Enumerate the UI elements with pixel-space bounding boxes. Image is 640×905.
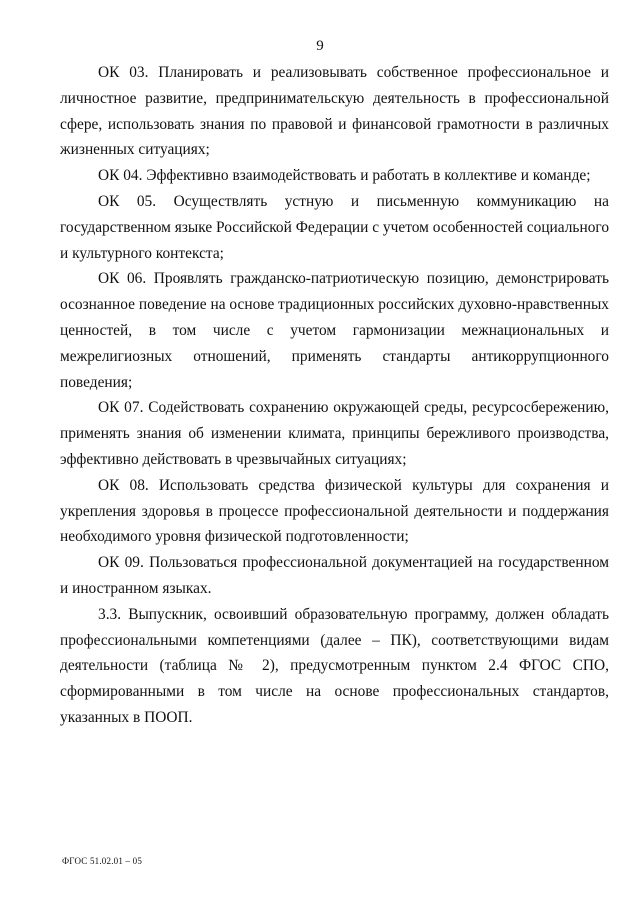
paragraph-ok-06: ОК 06. Проявлять гражданско-патриотическую позицию, демонстрировать осознанное поведение на основе традиционных российских духовно-нравственных ценностей, в том числе с учетом гармонизации межнациональных и межрелигиозных отношений, применять стандарты антикоррупционного поведения; <box>60 270 609 391</box>
paragraph-ok-05: ОК 05. Осуществлять устную и письменную коммуникацию на государственном языке Российской Федерации с учетом особенностей социального и культурного контекста; <box>60 192 610 262</box>
paragraph-ok-07: ОК 07. Содействовать сохранению окружающей среды, ресурсосбережению, применять знания об изменении климата, принципы бережливого производства, эффективно действовать в чрезвычайных ситуациях; <box>60 399 609 468</box>
paragraph-ok-08: ОК 08. Использовать средства физической культуры для сохранения и укрепления здоровья в процессе профессиональной деятельности и поддержания необходимого уровня физической подготовленности; <box>60 476 609 546</box>
paragraph-3-3: 3.3. Выпускник, освоивший образовательную программу, должен обладать профессиональными компетенциями (далее – ПК), соответствующими видам деятельности (таблица № 2), предусмотренным пунктом 2.4 ФГОС СПО, сформированными в том числе на основе профессиональных стандартов, указанных в ПООП. <box>60 605 609 726</box>
document-footer-code: ФГОС 51.02.01 – 05 <box>62 856 143 866</box>
paragraph-ok-03: ОК 03. Планировать и реализовывать собственное профессиональное и личностное развитие, предпринимательскую деятельность в профессиональной сфере, использовать знания по правовой и финансовой грамотности в различных жизненных ситуациях; <box>60 64 609 159</box>
paragraph-ok-04: ОК 04. Эффективно взаимодействовать и работать в коллективе и команде; <box>98 167 591 185</box>
document-body <box>60 60 609 731</box>
paragraph-ok-09: ОК 09. Пользоваться профессиональной документацией на государственном и иностранном языках. <box>60 554 609 597</box>
page-number: 9 <box>316 38 324 54</box>
